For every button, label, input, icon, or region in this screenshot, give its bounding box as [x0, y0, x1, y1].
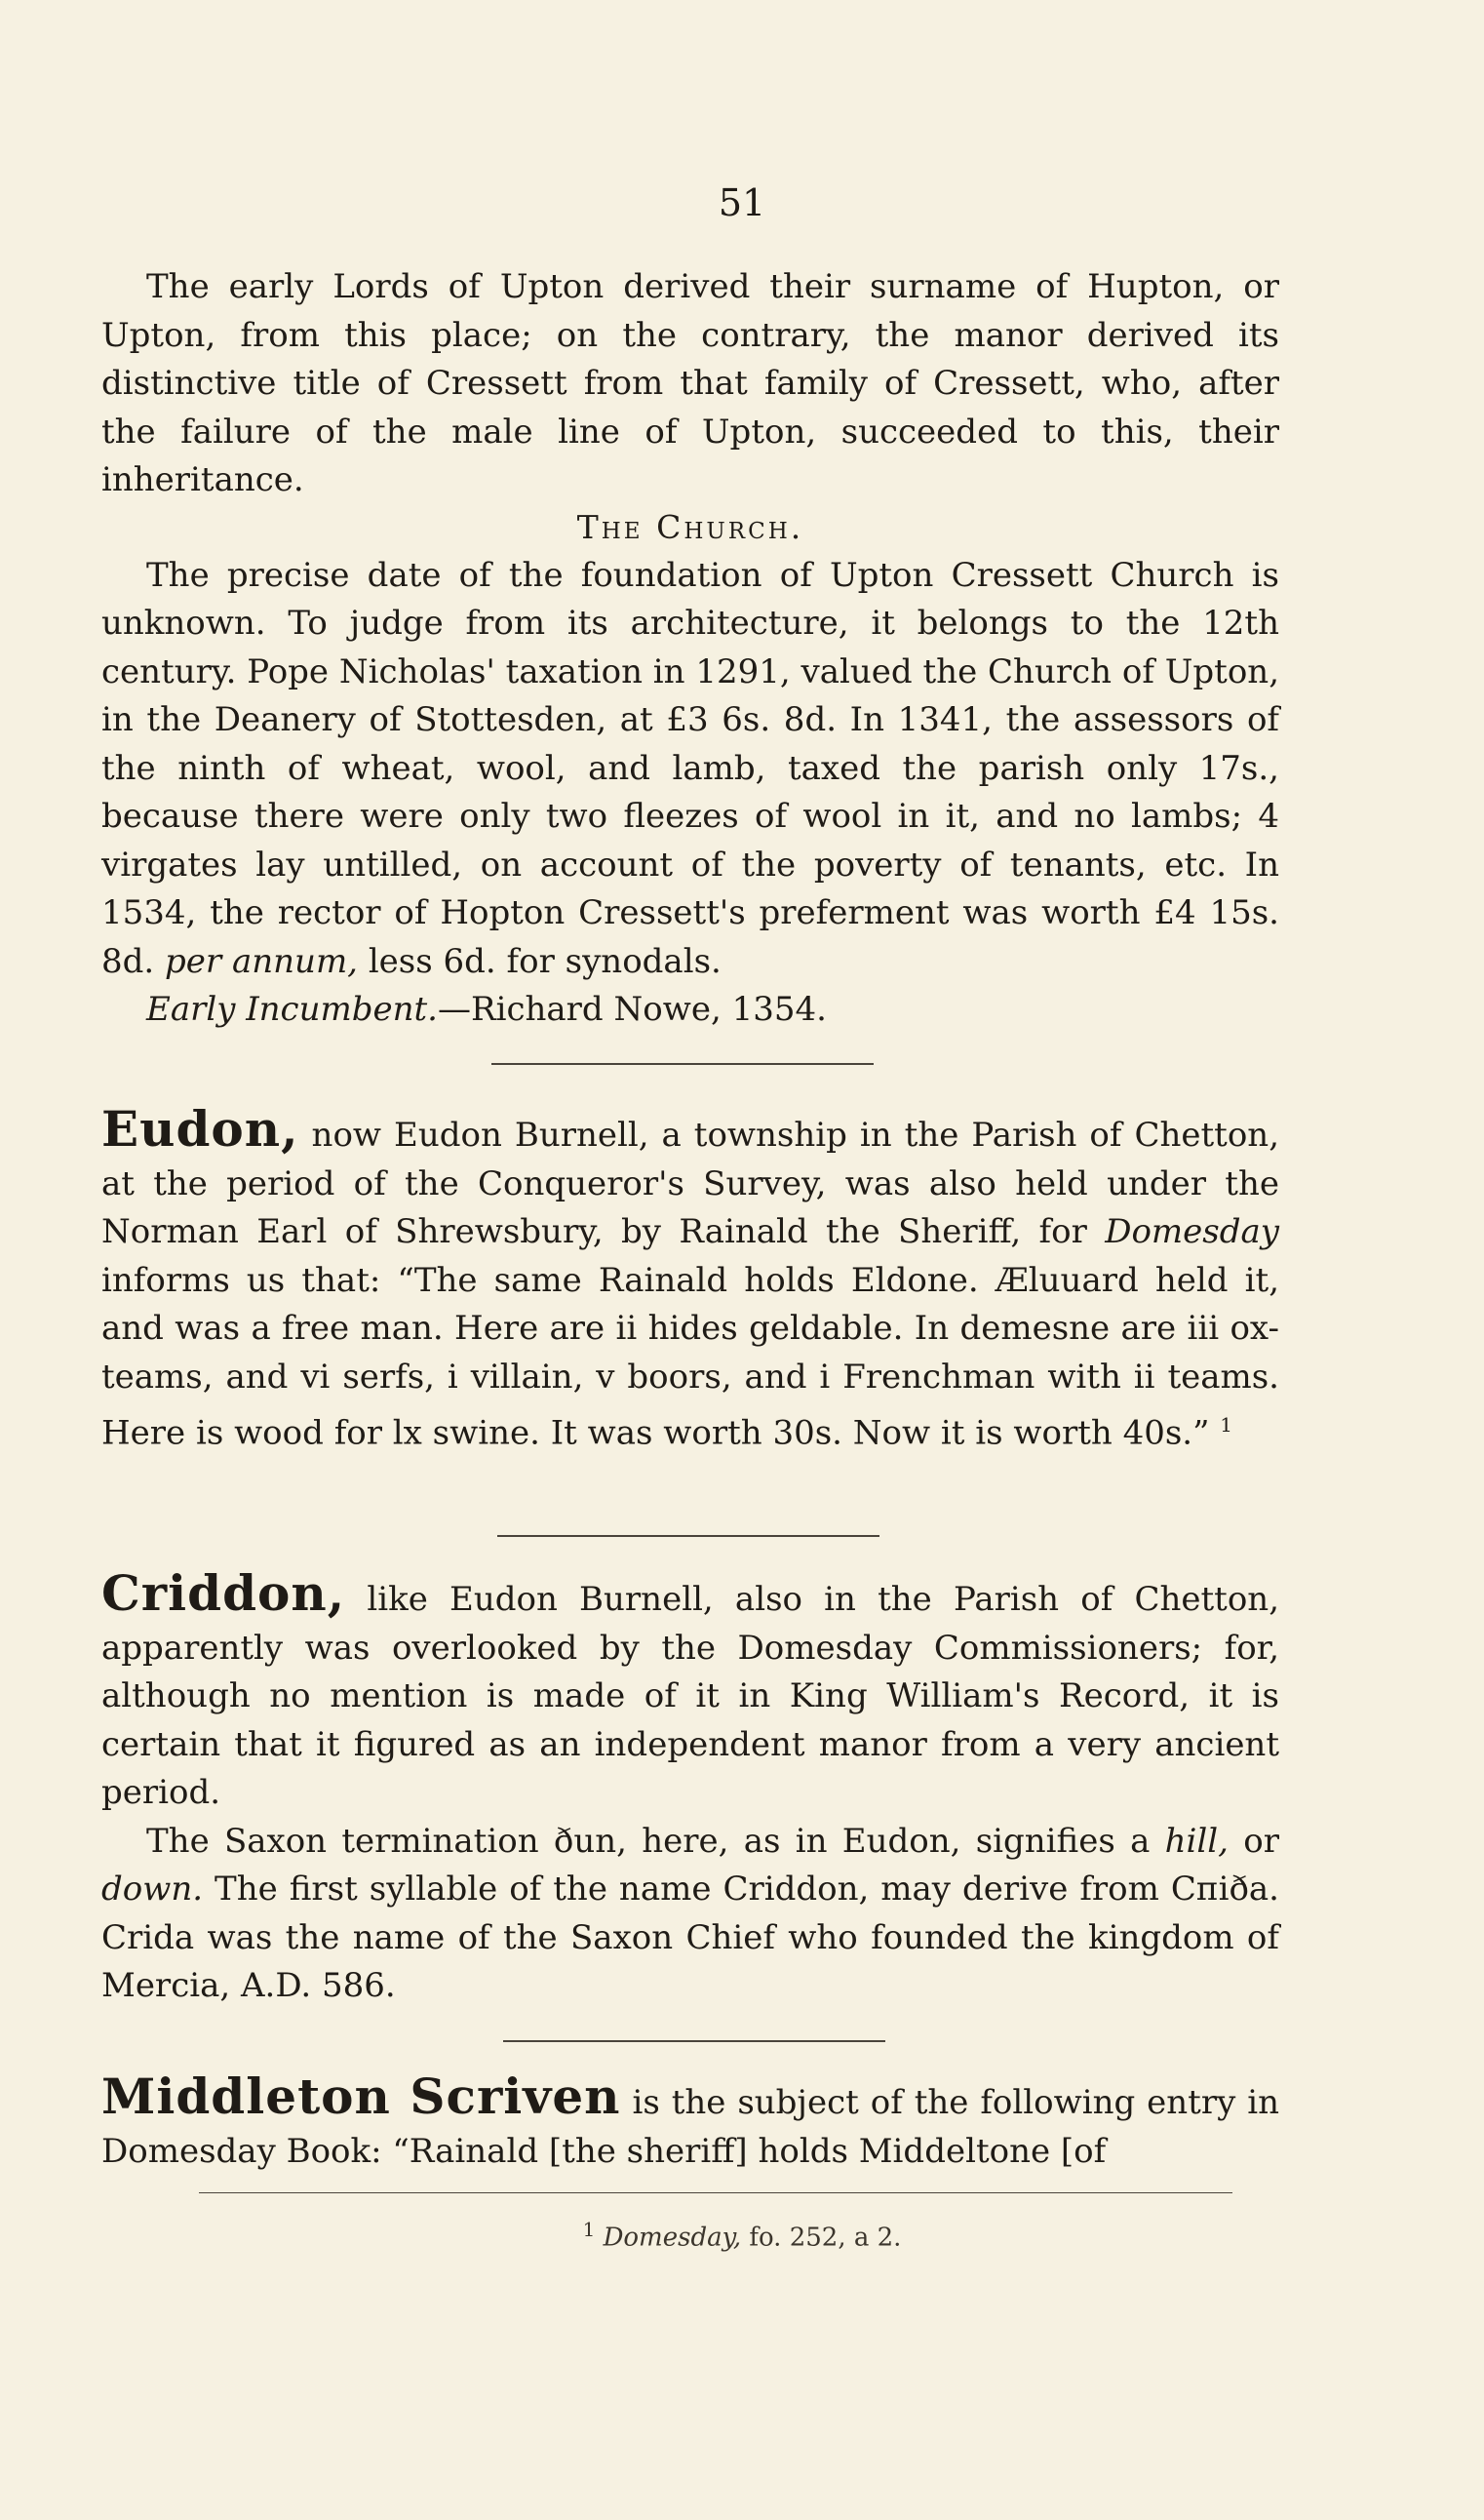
criddon-italic-down: down. [101, 1870, 204, 1909]
criddon-text: like Eudon Burnell, also in the Parish of Chetton, apparently was overlooked by the Domesday Commissioners; for, although no mention is made of it in King William's Record, it is certain that it figured as an independent manor from a very ancient period. [101, 1580, 1280, 1812]
church-section [101, 503, 1279, 1035]
church-italic: per annum, [165, 941, 358, 981]
criddon-section [101, 1564, 1280, 2011]
intro-paragraph: The early Lords of Upton derived their surname of Hupton, or Upton, from this place; on the contrary, the manor derived its distinctive title of Cressett from that family of Cressett, who, after the failure of the male line of Upton, succeeded to this, their inheritance. [101, 267, 1279, 499]
footnote-italic: Domesday, [603, 2223, 742, 2253]
footnote-divider [199, 2192, 1232, 2193]
criddon-paragraph [101, 1564, 1280, 1818]
church-text: The precise date of the foundation of Upton Cressett Church is unknown. To judge from its architecture, it belongs to the 12th century. Pope Nicholas' taxation in 1291, valued the Church of Upton, in the Deanery of Stottesden, at £3 6s. 8d. In 1341, the assessors of the ninth of wheat, wool, and lamb, taxed the parish only 17s., because there were only two fleezes of wool in it, and no lambs; 4 virgates lay untilled, on account of the poverty of tenants, etc. In 1534, the rector of Hopton Cressett's preferment was worth £4 15s. 8d. [101, 555, 1279, 981]
section-divider [497, 1535, 879, 1537]
section-divider [503, 2040, 885, 2042]
incumbent-text: —Richard Nowe, 1354. [438, 990, 827, 1029]
eudon-italic: Domesday [1105, 1212, 1279, 1251]
criddon-text-c: The first syllable of the name Criddon, may derive from Cпiða. Crida was the name of the Saxon Chief who founded the kingdom of Mercia, A.D. 586. [101, 1870, 1279, 2005]
page-number: 51 [718, 181, 766, 224]
eudon-section [101, 1100, 1279, 1458]
eudon-paragraph [101, 1100, 1279, 1458]
footnote-marker: 1 [1220, 1413, 1233, 1437]
footnote-text: fo. 252, a 2. [749, 2223, 902, 2253]
eudon-text: now Eudon Burnell, a township in the Parish of Chetton, at the period of the Conqueror's Survey, was also held under the Norman Earl of Shrewsbury, by Rainald the Sheriff, for [101, 1116, 1279, 1251]
criddon-paragraph-2 [101, 1818, 1279, 2011]
footnote [0, 2218, 1484, 2253]
section-divider [491, 1063, 874, 1065]
criddon-text-a: The Saxon termination ðun, here, as in Eudon, signifies a [146, 1821, 1151, 1861]
middleton-text: is the subject of the following entry in Domesday Book: “Rainald [the sheriff] holds Middeltone [of [101, 2083, 1279, 2171]
middleton-paragraph [101, 2067, 1279, 2176]
middleton-section [101, 2067, 1279, 2176]
middleton-initial: Middleton Scriven [101, 2067, 621, 2125]
early-incumbent [101, 986, 1279, 1035]
church-heading: The Church. [576, 508, 804, 546]
footnote-number: 1 [582, 2218, 596, 2241]
criddon-italic-hill: hill, [1164, 1821, 1229, 1861]
criddon-initial: Criddon, [101, 1564, 346, 1622]
incumbent-label: Early Incumbent. [146, 990, 438, 1029]
church-text-end: less 6d. for synodals. [368, 941, 722, 981]
eudon-initial: Eudon, [101, 1100, 299, 1158]
church-paragraph [101, 552, 1279, 987]
eudon-text-2: informs us that: “The same Rainald holds Eldone. Æluuard held it, and was a free man. Here are ii hides geldable. In demesne are iii ox-teams, and vi serfs, i villain, v boors, and i Frenchman with ii teams. Here is wood for lx swine. It was worth 30s. Now it is worth 40s.” [101, 1260, 1279, 1453]
criddon-text-b: or [1243, 1821, 1280, 1861]
intro-section [101, 263, 1279, 505]
